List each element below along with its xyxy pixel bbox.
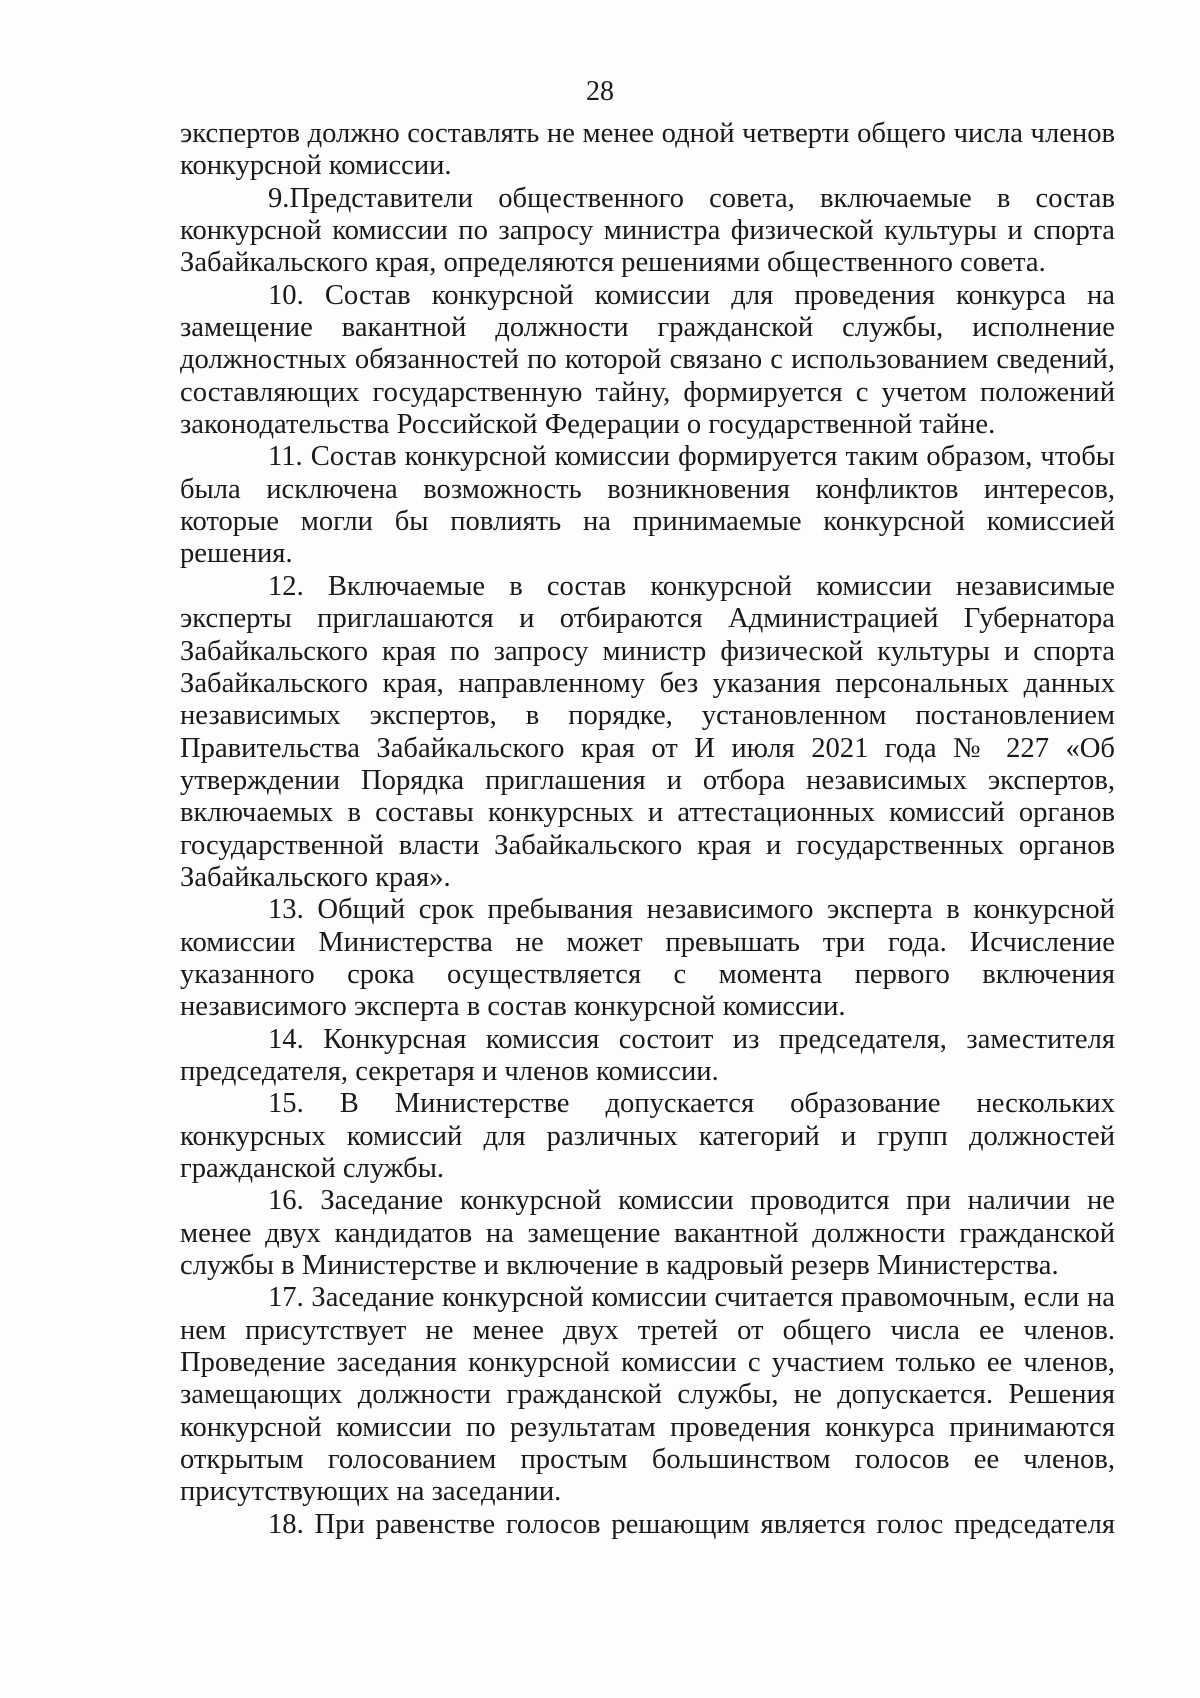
paragraph-14: 14. Конкурсная комиссия состоит из председателя, заместителя председателя, секретаря и членов комиссии. [180,1023,1115,1087]
paragraph-12: 12. Включаемые в состав конкурсной комиссии независимые эксперты приглашаются и отбираются Администрацией Губернатора Забайкальского края по запросу министр физической культуры и спорта Забайкальского края, направленному без указания персональных данных независимых экспертов, в порядке, установленном постановлением Правительства Забайкальского края от И июля 2021 года № 227 «Об утверждении Порядка приглашения и отбора независимых экспертов, включаемых в составы конкурсных и аттестационных комиссий органов государственной власти Забайкальского края и государственных органов Забайкальского края». [180,570,1115,893]
paragraph-15: 15. В Министерстве допускается образование нескольких конкурсных комиссий для различных категорий и групп должностей гражданской службы. [180,1088,1115,1184]
paragraph-18: 18. При равенстве голосов решающим является голос председателя [268,1508,1115,1540]
page-number: 28 [586,76,614,107]
document-body [180,118,1115,1541]
paragraph-16: 16. Заседание конкурсной комиссии проводится при наличии не менее двух кандидатов на замещение вакантной должности гражданской службы в Министерстве и включение в кадровый резерв Министерства. [180,1185,1115,1282]
paragraph-continuation: экспертов должно составлять не менее одной четверти общего числа членов конкурсной комиссии. [180,118,1115,182]
paragraph-17: 17. Заседание конкурсной комиссии считается правомочным, если на нем присутствует не менее двух третей от общего числа ее членов. Проведение заседания конкурсной комиссии с участием только ее членов, замещающих должности гражданской службы, не допускается. Решения конкурсной комиссии по результатам проведения конкурса принимаются открытым голосованием простым большинством голосов ее членов, присутствующих на заседании. [180,1282,1115,1508]
paragraph-11: 11. Состав конкурсной комиссии формируется таким образом, чтобы была исключена возможность возникновения конфликтов интересов, которые могли бы повлиять на принимаемые конкурсной комиссией решения. [180,441,1115,570]
paragraph-13: 13. Общий срок пребывания независимого эксперта в конкурсной комиссии Министерства не может превышать три года. Исчисление указанного срока осуществляется с момента первого включения независимого эксперта в состав конкурсной комиссии. [180,894,1115,1023]
paragraph-9: 9.Представители общественного совета, включаемые в состав конкурсной комиссии по запросу министра физической культуры и спорта Забайкальского края, определяются решениями общественного совета. [180,182,1115,279]
paragraph-10: 10. Состав конкурсной комиссии для проведения конкурса на замещение вакантной должности гражданской службы, исполнение должностных обязанностей по которой связано с использованием сведений, составляющих государственную тайну, формируется с учетом положений законодательства Российской Федерации о государственной тайне. [180,279,1115,441]
